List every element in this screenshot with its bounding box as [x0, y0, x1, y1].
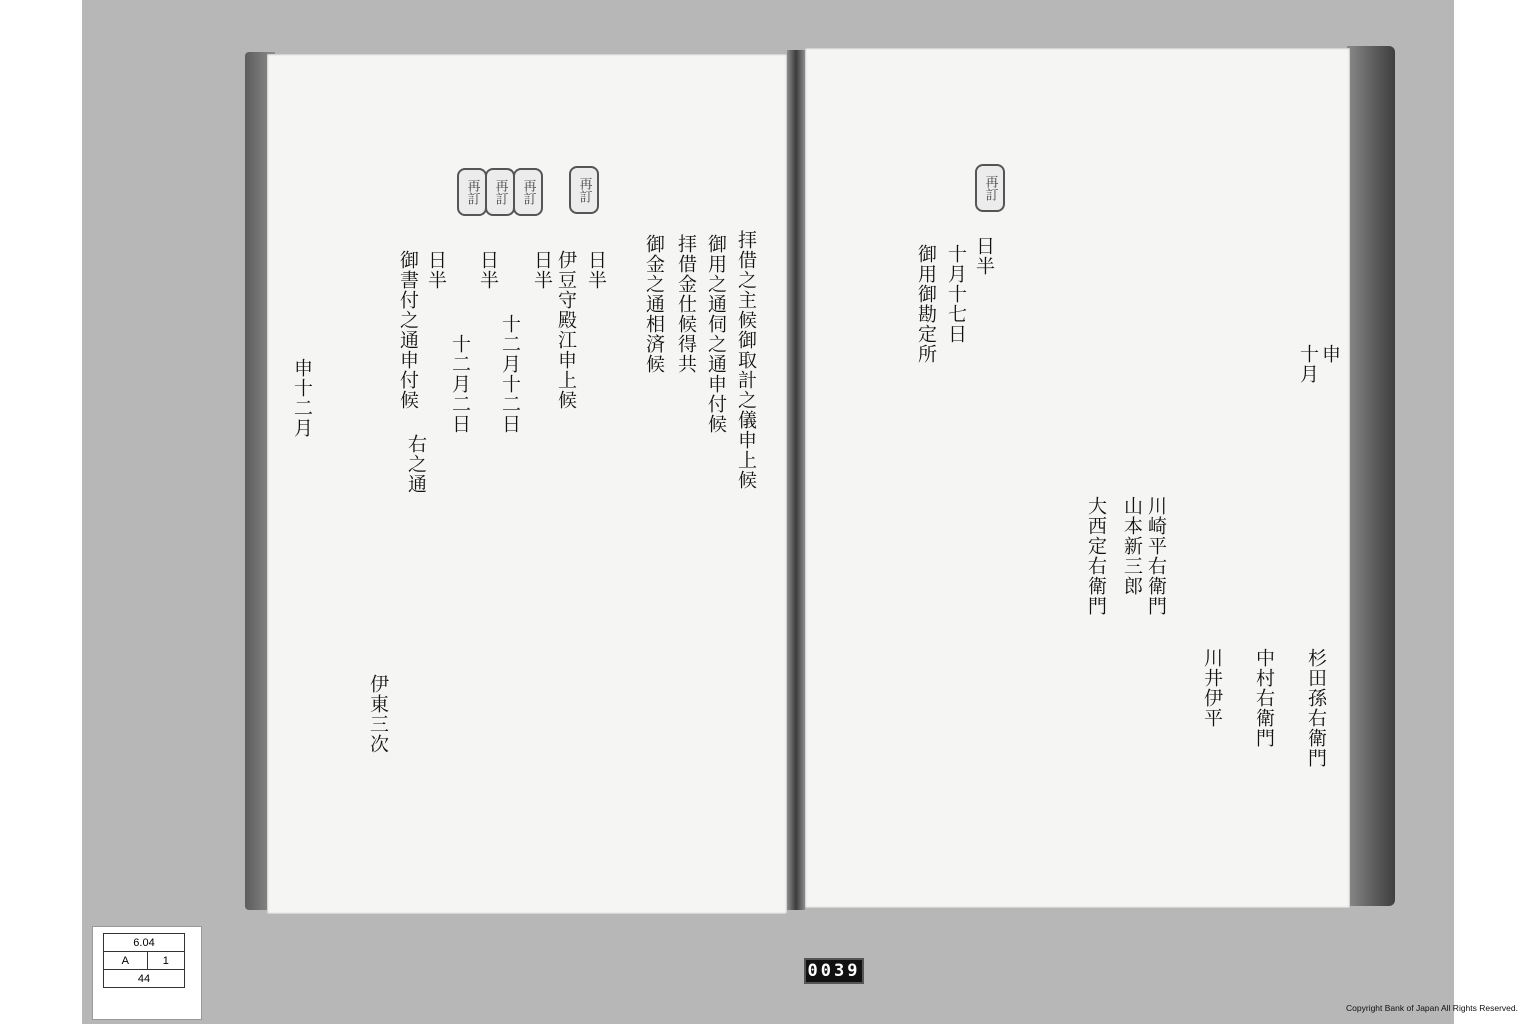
text-column: 中村右衛門: [1253, 648, 1275, 748]
text-column: 御用之通伺之通申付候: [705, 234, 727, 434]
text-column: 十月十七日: [945, 244, 967, 344]
text-column: 杉田孫右衛門: [1305, 648, 1327, 768]
text-column: 大西定右衛門: [1085, 496, 1107, 616]
text-column: 十二月二日: [449, 334, 471, 434]
text-column: 申: [1319, 344, 1341, 364]
text-column: 日半: [973, 236, 995, 276]
text-column: 川崎平右衛門: [1145, 496, 1167, 616]
seal-stamp: 再訂: [457, 168, 487, 216]
right-page: [805, 48, 1350, 908]
text-column: 御書付之通申付候: [397, 250, 419, 410]
text-column: 拝借金仕候得共: [675, 234, 697, 374]
text-column: 日半: [585, 250, 607, 290]
text-column: 日半: [531, 250, 553, 290]
book-cover-right: [1347, 46, 1395, 906]
text-column: 日半: [425, 250, 447, 290]
text-column: 御金之通相済候: [643, 234, 665, 374]
frame-counter: 0039: [804, 958, 864, 984]
text-column: 日半: [477, 250, 499, 290]
seal-stamp: 再訂: [485, 168, 515, 216]
archive-label-volume: 1: [147, 952, 184, 970]
text-column: 御用御勘定所: [915, 244, 937, 364]
archive-label-class: A: [104, 952, 148, 970]
text-column: 拝借之主候御取計之儀申上候: [735, 230, 757, 490]
archive-label-item: 44: [104, 970, 185, 988]
left-page: [267, 54, 787, 914]
text-column: 十二月十二日: [499, 314, 521, 434]
text-column: 伊豆守殿江申上候: [555, 250, 577, 410]
seal-stamp: 再訂: [513, 168, 543, 216]
text-column: 山本新三郎: [1121, 496, 1143, 596]
text-column: 川井伊平: [1201, 648, 1223, 728]
archive-label: [103, 933, 185, 988]
book-gutter: [787, 50, 805, 910]
seal-stamp: 再訂: [569, 166, 599, 214]
open-book: [245, 40, 1395, 920]
text-column: 十月: [1297, 344, 1319, 384]
archive-label-series: 6.04: [104, 934, 185, 952]
text-column: 申十二月: [291, 358, 313, 438]
text-column: 伊東三次: [367, 674, 389, 754]
text-column: 右之通: [405, 434, 427, 494]
copyright-notice: Copyright Bank of Japan All Rights Reserved.: [1346, 1003, 1518, 1013]
seal-stamp: 再訂: [975, 164, 1005, 212]
